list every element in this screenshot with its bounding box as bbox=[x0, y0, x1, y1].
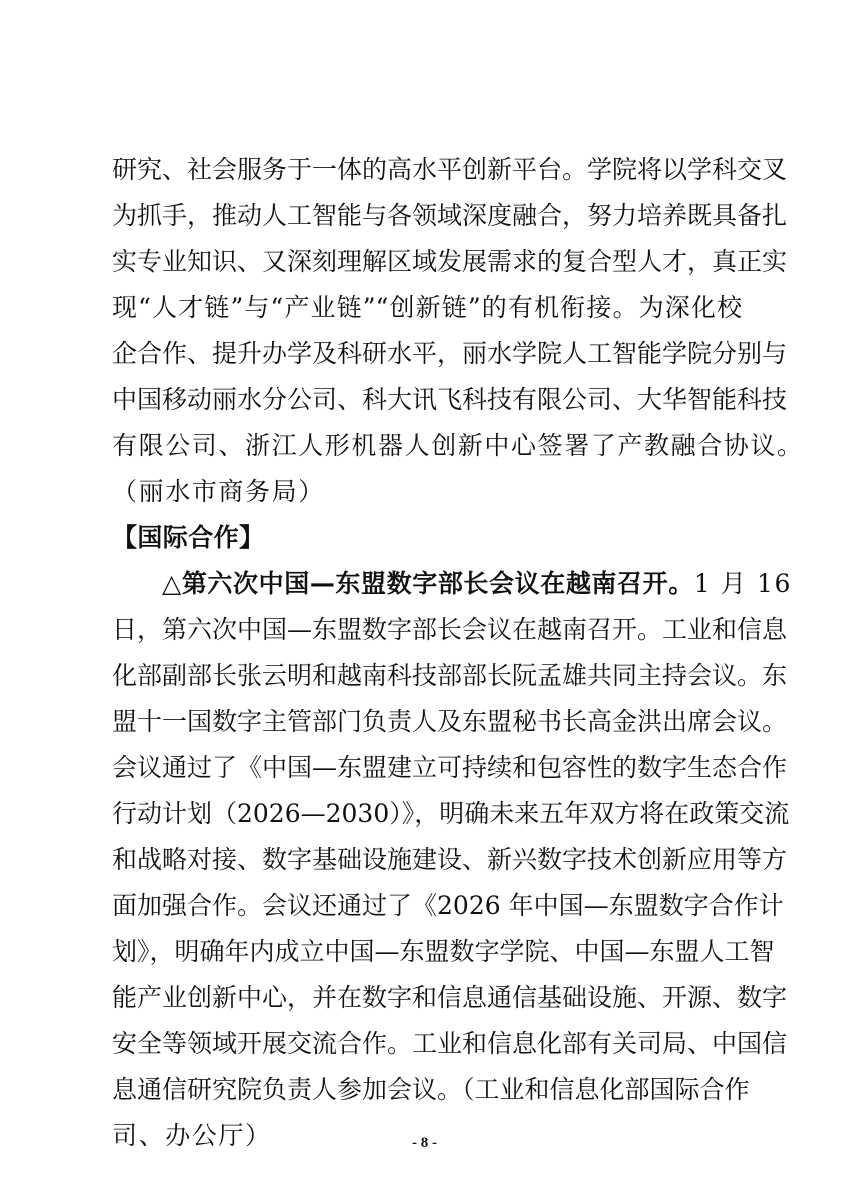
article-line: 盟十一国数字主管部门负责人及东盟秘书长高金洪出席会议。 bbox=[112, 707, 788, 736]
article-line: 化部副部长张云明和越南科技部部长阮孟雄共同主持会议。东 bbox=[112, 661, 788, 690]
source-attribution: 司、办公厅） bbox=[112, 1121, 272, 1150]
article-line: 和战略对接、数字基础设施建设、新兴数字技术创新应用等方 bbox=[112, 845, 788, 874]
article-line: 日，第六次中国—东盟数字部长会议在越南召开。工业和信息 bbox=[112, 615, 788, 644]
article-title: △第六次中国—东盟数字部长会议在越南召开。 bbox=[162, 569, 694, 598]
paragraph-line: 有限公司、浙江人形机器人创新中心签署了产教融合协议。 bbox=[112, 431, 804, 460]
paragraph-line: 现“人才链”与“产业链”“创新链”的有机衔接。为深化校 bbox=[112, 293, 742, 322]
article-first-line bbox=[162, 562, 793, 606]
article-line: 息通信研究院负责人参加会议。（工业和信息化部国际合作 bbox=[112, 1075, 750, 1104]
article-line: 面加强合作。会议还通过了《2026 年中国—东盟数字合作计 bbox=[112, 891, 784, 920]
paragraph-line: 为抓手，推动人工智能与各领域深度融合，努力培养既具备扎 bbox=[112, 201, 788, 230]
article-date: 1 月 16 bbox=[693, 569, 793, 598]
section-heading: 【国际合作】 bbox=[112, 523, 265, 552]
paragraph-line: 实专业知识、又深刻理解区域发展需求的复合型人才，真正实 bbox=[112, 247, 788, 276]
paragraph-line: 研究、社会服务于一体的高水平创新平台。学院将以学科交叉 bbox=[112, 155, 788, 184]
paragraph-line: 中国移动丽水分公司、科大讯飞科技有限公司、大华智能科技 bbox=[112, 385, 788, 414]
source-attribution: （丽水市商务局） bbox=[112, 477, 325, 506]
paragraph-line: 企合作、提升办学及科研水平，丽水学院人工智能学院分别与 bbox=[112, 339, 788, 368]
article-line: 能产业创新中心，并在数字和信息通信基础设施、开源、数字 bbox=[112, 983, 788, 1012]
article-line: 划》，明确年内成立中国—东盟数字学院、中国—东盟人工智 bbox=[112, 937, 775, 966]
page-number: - 8 - bbox=[412, 1135, 437, 1151]
article-line: 行动计划（2026—2030）》，明确未来五年双方将在政策交流 bbox=[112, 799, 790, 828]
article-line: 安全等领域开展交流合作。工业和信息化部有关司局、中国信 bbox=[112, 1029, 788, 1058]
article-line: 会议通过了《中国—东盟建立可持续和包容性的数字生态合作 bbox=[112, 753, 788, 782]
